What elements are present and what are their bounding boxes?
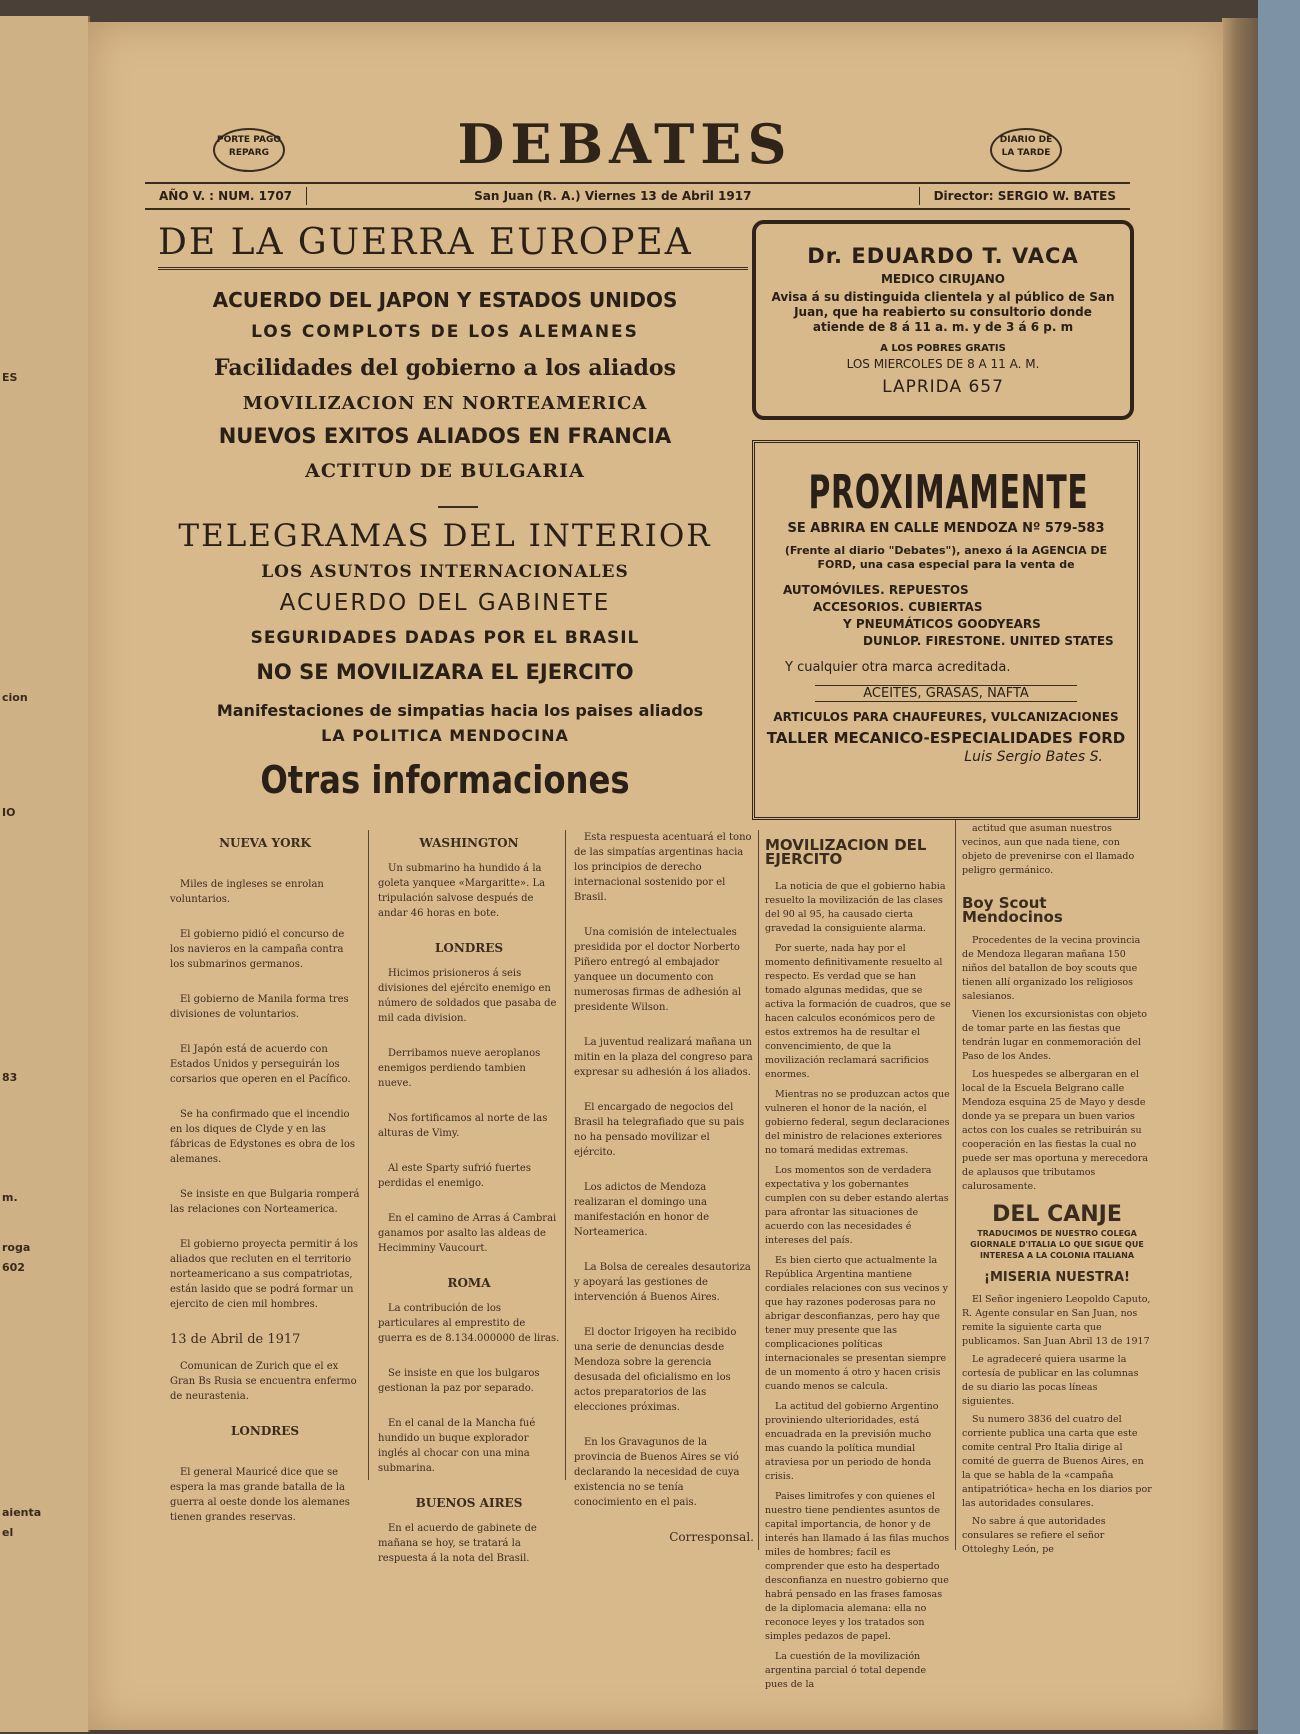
column-1 bbox=[170, 830, 360, 1545]
news-item: Los huespedes se albergaran en el local de la Escuela Belgrano calle Mendoza esquina 25 de Mayo y desde donde ya se prepara un buen varios actos con los cuales se retribuirán su cooperación en las fiestas la cual no puede ser mas oportuna y merecedora de aplausos que tributamos calurosamente. bbox=[962, 1069, 1149, 1192]
ad-doctor-role: MEDICO CIRUJANO bbox=[880, 272, 1005, 286]
headline: ACUERDO DEL GABINETE bbox=[279, 590, 611, 616]
ad-garage-item: Y PNEUMÁTICOS GOODYEARS bbox=[843, 617, 1041, 631]
news-item: Su numero 3836 del cuatro del corriente publica una carta que este comite central Pro Italia dirige al comité de guerra de Buenos Aires, en la que se habla de la «campaña antipatriótica» hecha en los diarios por las autoridades consulares. bbox=[962, 1414, 1152, 1509]
news-item: Es bien cierto que actualmente la República Argentina mantiene cordiales relaciones con sus vecinos y que hay razones poderosas para no abrigar desconfianzas, pero hay que tener muy presente que las complicaciones políticas internacionales se presentan siempre de un momento á otro y hacen crisis cuando menos se calcula. bbox=[765, 1255, 949, 1392]
ad-garage-item: AUTOMÓVILES. REPUESTOS bbox=[783, 583, 969, 597]
news-item: Hicimos prisioneros á seis divisiones del ejército enemigo en número de soldados que pasaba de mil cada division. bbox=[378, 968, 557, 1024]
fragment: 83 bbox=[2, 1071, 18, 1084]
headline: ACUERDO DEL JAPON Y ESTADOS UNIDOS bbox=[212, 288, 678, 312]
column-5 bbox=[962, 822, 1152, 1561]
column-subheading: TRADUCIMOS DE NUESTRO COLEGA GIORNALE D'ITALIA LO QUE SIGUE QUE INTERESA A LA COLONIA ITALIANA bbox=[970, 1229, 1144, 1260]
newspaper-title: DEBATES bbox=[457, 112, 793, 176]
news-item: Se insiste en que Bulgaria romperá las relaciones con Norteamerica. bbox=[170, 1189, 360, 1215]
fragment: aienta bbox=[2, 1506, 42, 1519]
ad-garage-other: Y cualquier otra marca acreditada. bbox=[785, 660, 1011, 675]
signature: Corresponsal. bbox=[669, 1530, 754, 1544]
ad-garage-items bbox=[783, 582, 1137, 650]
news-item: Mientras no se produzcan actos que vulneren el honor de la nación, el gobierno federal, segun declaraciones del ministro de relaciones exteriores no tomará medidas extremas. bbox=[765, 1089, 950, 1156]
news-item: La contribución de los particulares al emprestito de guerra es de 8.134.000000 de liras. bbox=[378, 1303, 560, 1344]
headline: Manifestaciones de simpatias hacia los paises aliados bbox=[216, 701, 704, 720]
director: Director: SERGIO W. BATES bbox=[933, 189, 1116, 203]
ad-garage-signature: Luis Sergio Bates S. bbox=[964, 749, 1103, 765]
news-item: En el canal de la Mancha fué hundido un buque explorador inglés al chocar con una mina submarina. bbox=[378, 1418, 536, 1474]
headline: NUEVOS EXITOS ALIADOS EN FRANCIA bbox=[218, 424, 672, 448]
column-heading: ROMA bbox=[447, 1276, 491, 1290]
news-item: Vienen los excursionistas con objeto de tomar parte en las fiestas que tendrán lugar en conmemoración del Paso de los Andes. bbox=[962, 1009, 1147, 1062]
column-heading: LONDRES bbox=[434, 941, 504, 955]
column-heading: BUENOS AIRES bbox=[415, 1496, 523, 1510]
news-item: Se insiste en que los bulgaros gestionan la paz por separado. bbox=[378, 1368, 540, 1394]
news-item: La Bolsa de cereales desautoriza y apoyará las gestiones de intervención á Buenos Aires. bbox=[574, 1262, 751, 1303]
news-item: Miles de ingleses se enrolan voluntarios. bbox=[170, 879, 324, 905]
news-item: La juventud realizará mañana un mitin en la plaza del congreso para expresar su adhesión á los aliados. bbox=[574, 1037, 753, 1078]
ad-garage-desc: (Frente al diario "Debates"), anexo á la AGENCIA DE FORD, una casa especial para la venta de bbox=[784, 544, 1108, 571]
seal-left: PORTE PAGO REPARG bbox=[213, 128, 285, 172]
ad-garage-taller: TALLER MECANICO-ESPECIALIDADES FORD bbox=[766, 729, 1126, 747]
column-rule bbox=[955, 820, 956, 1550]
column-heading: MOVILIZACION DEL EJERCITO bbox=[765, 836, 927, 868]
section-title: TELEGRAMAS DEL INTERIOR bbox=[178, 518, 712, 554]
news-item: Comunican de Zurich que el ex Gran Bs Rusia se encuentra enfermo de neurastenia. bbox=[170, 1361, 357, 1402]
ad-doctor-address: LAPRIDA 657 bbox=[882, 377, 1004, 397]
ad-doctor-free: A LOS POBRES GRATIS bbox=[880, 343, 1006, 354]
news-item: Esta respuesta acentuará el tono de las simpatías argentinas hacia los principios de derecho internacional sostenido por el Brasil. bbox=[574, 832, 752, 903]
adjacent-page-edge bbox=[0, 16, 90, 1732]
news-item: En los Gravagunos de la provincia de Buenos Aires se vió declarando la necesidad de cuya existencia no se tenía conocimiento en el pais. bbox=[574, 1437, 740, 1508]
ad-doctor-name: Dr. EDUARDO T. VACA bbox=[807, 244, 1079, 268]
column-2 bbox=[378, 830, 560, 1586]
headline: LA POLITICA MENDOCINA bbox=[321, 726, 569, 745]
headline: Facilidades del gobierno a los aliados bbox=[214, 355, 676, 381]
section-title: DE LA GUERRA EUROPEA bbox=[158, 222, 748, 270]
ad-doctor bbox=[752, 220, 1134, 420]
column-3 bbox=[574, 830, 754, 1565]
ad-garage-chauffeurs: ARTICULOS PARA CHAUFEURES, VULCANIZACIONES bbox=[773, 710, 1119, 724]
news-item: No sabre á que autoridades consulares se refiere el señor Ottoleghy León, pe bbox=[962, 1516, 1106, 1555]
news-item: El gobierno de Manila forma tres divisiones de voluntarios. bbox=[170, 994, 349, 1020]
fragment: IO bbox=[2, 806, 16, 819]
ad-garage bbox=[752, 440, 1140, 820]
fragment: ES bbox=[2, 371, 18, 384]
headline: ACTITUD DE BULGARIA bbox=[305, 460, 585, 482]
fragment: roga bbox=[2, 1241, 31, 1254]
news-item: Una comisión de intelectuales presidida por el doctor Norberto Piñero entregó al embajador yanquee un documento con numerosas firmas de adhesión al presidente Wilson. bbox=[574, 927, 742, 1013]
news-item: Los momentos son de verdadera expectativa y los gobernantes cumplen con su deber estando alertas para afrontar las situaciones de acuerdo con las necesidades é intereses del país. bbox=[765, 1165, 949, 1246]
news-item: Un submarino ha hundido á la goleta yanquee «Margaritte». La tripulación salvose después de andar 46 horas en bote. bbox=[378, 863, 546, 919]
date-stamp: 13 de Abril de 1917 bbox=[170, 1332, 301, 1347]
divider bbox=[438, 506, 478, 508]
news-item: El gobierno pidió el concurso de los navieros en la campaña contra los submarinos germanos. bbox=[170, 929, 345, 970]
fragment: el bbox=[2, 1526, 14, 1539]
news-item: La cuestión de la movilización argentina parcial ó total depende pues de la bbox=[765, 1651, 927, 1690]
news-item: Paises limitrofes y con quienes el nuestro tiene pendientes asuntos de capital importancia, de honor y de interés han llamado á las filas muchos miles de hombres; facil es comprender que esto ha despertado desconfianza en nuestro gobierno que habrá pensado en las frases famosas de la diplomacia alemana: ella no reconoce leyes y los tratados son simples pedazos de papel. bbox=[765, 1491, 950, 1642]
news-item: Se ha confirmado que el incendio en los diques de Clyde y en las fábricas de Edystones es obra de los alemanes. bbox=[170, 1109, 356, 1165]
column-heading: Boy Scout Mendocinos bbox=[962, 894, 1063, 926]
news-item: El Japón está de acuerdo con Estados Unidos y perseguirán los corsarios que operen en el Pacífico. bbox=[170, 1044, 351, 1085]
headline: SEGURIDADES DADAS POR EL BRASIL bbox=[250, 628, 640, 648]
fragment: 602 bbox=[2, 1261, 25, 1274]
news-item: actitud que asuman nuestros vecinos, aun que nada tiene, con objeto de prevenirse con el llamado peligro germánico. bbox=[962, 823, 1135, 876]
column-heading: LONDRES bbox=[230, 1424, 300, 1438]
page-stack-edge bbox=[1222, 18, 1258, 1730]
column-heading: WASHINGTON bbox=[419, 836, 519, 850]
news-item: Le agradeceré quiera usarme la cortesía de publicar en las columnas de su diario las pocas líneas siguientes. bbox=[962, 1354, 1139, 1407]
headline: MOVILIZACION EN NORTEAMERICA bbox=[242, 393, 648, 414]
news-item: Los adictos de Mendoza realizaran el domingo una manifestación en honor de Norteamerica. bbox=[574, 1182, 709, 1238]
column-rule bbox=[758, 830, 759, 1550]
news-item: El encargado de negocios del Brasil ha telegrafiado que su pais no ha pensado movilizar el ejército. bbox=[574, 1102, 745, 1158]
headline: LOS COMPLOTS DE LOS ALEMANES bbox=[251, 322, 639, 342]
column-heading: NUEVA YORK bbox=[219, 836, 311, 850]
headline: NO SE MOVILIZARA EL EJERCITO bbox=[256, 660, 634, 684]
headline: LOS ASUNTOS INTERNACIONALES bbox=[261, 562, 629, 582]
column-4 bbox=[765, 830, 951, 1698]
ad-garage-title: PROXIMAMENTE bbox=[808, 465, 1089, 519]
news-item: Derribamos nueve aeroplanos enemigos perdiendo tambien nueve. bbox=[378, 1048, 541, 1089]
news-item: El gobierno proyecta permitir á los aliados que recluten en el territorio norteamericano a sus compatriotas, están lasido que se podrá formar un ejercito de cien mil hombres. bbox=[170, 1239, 359, 1310]
column-heading: ¡MISERIA NUESTRA! bbox=[984, 1270, 1130, 1285]
ad-garage-item: ACCESORIOS. CUBIERTAS bbox=[813, 600, 983, 614]
ad-doctor-time: LOS MIERCOLES DE 8 A 11 A. M. bbox=[846, 357, 1040, 371]
news-item: El general Mauricé dice que se espera la mas grande batalla de la guerra al oeste donde los alemanes tienen grandes reservas. bbox=[170, 1467, 350, 1523]
news-item: En el acuerdo de gabinete de mañana se hoy, se tratará la respuesta á la nota del Brasil. bbox=[378, 1523, 537, 1564]
ad-garage-oils: ACEITES, GRASAS, NAFTA bbox=[815, 685, 1077, 702]
news-item: Al este Sparty sufrió fuertes perdidas el enemigo. bbox=[378, 1163, 531, 1189]
binding-cover bbox=[1258, 0, 1300, 1734]
masthead bbox=[145, 112, 1130, 217]
news-item: Procedentes de la vecina provincia de Mendoza llegaran mañana 150 niños del batallon de boy scouts que tienen allí organizado los religiosos salesianos. bbox=[962, 935, 1141, 1002]
fragment: cion bbox=[2, 691, 28, 704]
dateline bbox=[145, 182, 1130, 210]
news-item: Por suerte, nada hay por el momento definitivamente resuelto al respecto. Es verdad que se han tomado algunas medidas, que se activa la formación de cuadros, que se hacen calculos económicos pero de estos extremos ha de resultar el convencimiento, de que la movilización reclamará sacrificios enormes. bbox=[765, 943, 951, 1080]
column-heading: DEL CANJE bbox=[992, 1202, 1122, 1227]
place-date: San Juan (R. A.) Viernes 13 de Abril 1917 bbox=[474, 189, 752, 203]
news-item: El doctor Irigoyen ha recibido una serie de denuncias desde Mendoza sobre la gerencia desusada del oficialismo en los actos preparatorios de las elecciones próximas. bbox=[574, 1327, 737, 1413]
news-item: Nos fortificamos al norte de las alturas de Vimy. bbox=[378, 1113, 548, 1139]
news-item: En el camino de Arras á Cambrai ganamos por asalto las aldeas de Hecimminy Vaucourt. bbox=[378, 1213, 557, 1254]
news-item: La noticia de que el gobierno habia resuelto la movilización de las clases del 90 al 95, ha causado cierta gravedad la consiguiente alarma. bbox=[765, 881, 946, 934]
ad-doctor-text: Avisa á su distinguida clientela y al público de San Juan, que ha reabierto su consultorio donde atiende de 8 á 11 a. m. y de 3 á 6 p. m bbox=[771, 290, 1115, 334]
section-title: Otras informaciones bbox=[260, 758, 630, 802]
news-item: El Señor ingeniero Leopoldo Caputo, R. Agente consular en San Juan, nos remite la siguiente carta que publicamos. San Juan Abril 13 de 1917 bbox=[962, 1294, 1151, 1347]
column-rule bbox=[368, 830, 369, 1480]
column-rule bbox=[565, 830, 566, 1480]
ad-garage-item: DUNLOP. FIRESTONE. UNITED STATES bbox=[863, 634, 1114, 648]
news-item: La actitud del gobierno Argentino proviniendo ulterioridades, está encuadrada en la previsión mucho mas cuando la política mundial atraviesa por un periodo de honda crisis. bbox=[765, 1401, 939, 1482]
issue-number: AÑO V. : NUM. 1707 bbox=[159, 189, 293, 203]
seal-right: DIARIO DE LA TARDE bbox=[990, 128, 1062, 172]
fragment: m. bbox=[2, 1191, 18, 1204]
ad-garage-sub: SE ABRIRA EN CALLE MENDOZA Nº 579-583 bbox=[787, 521, 1105, 536]
